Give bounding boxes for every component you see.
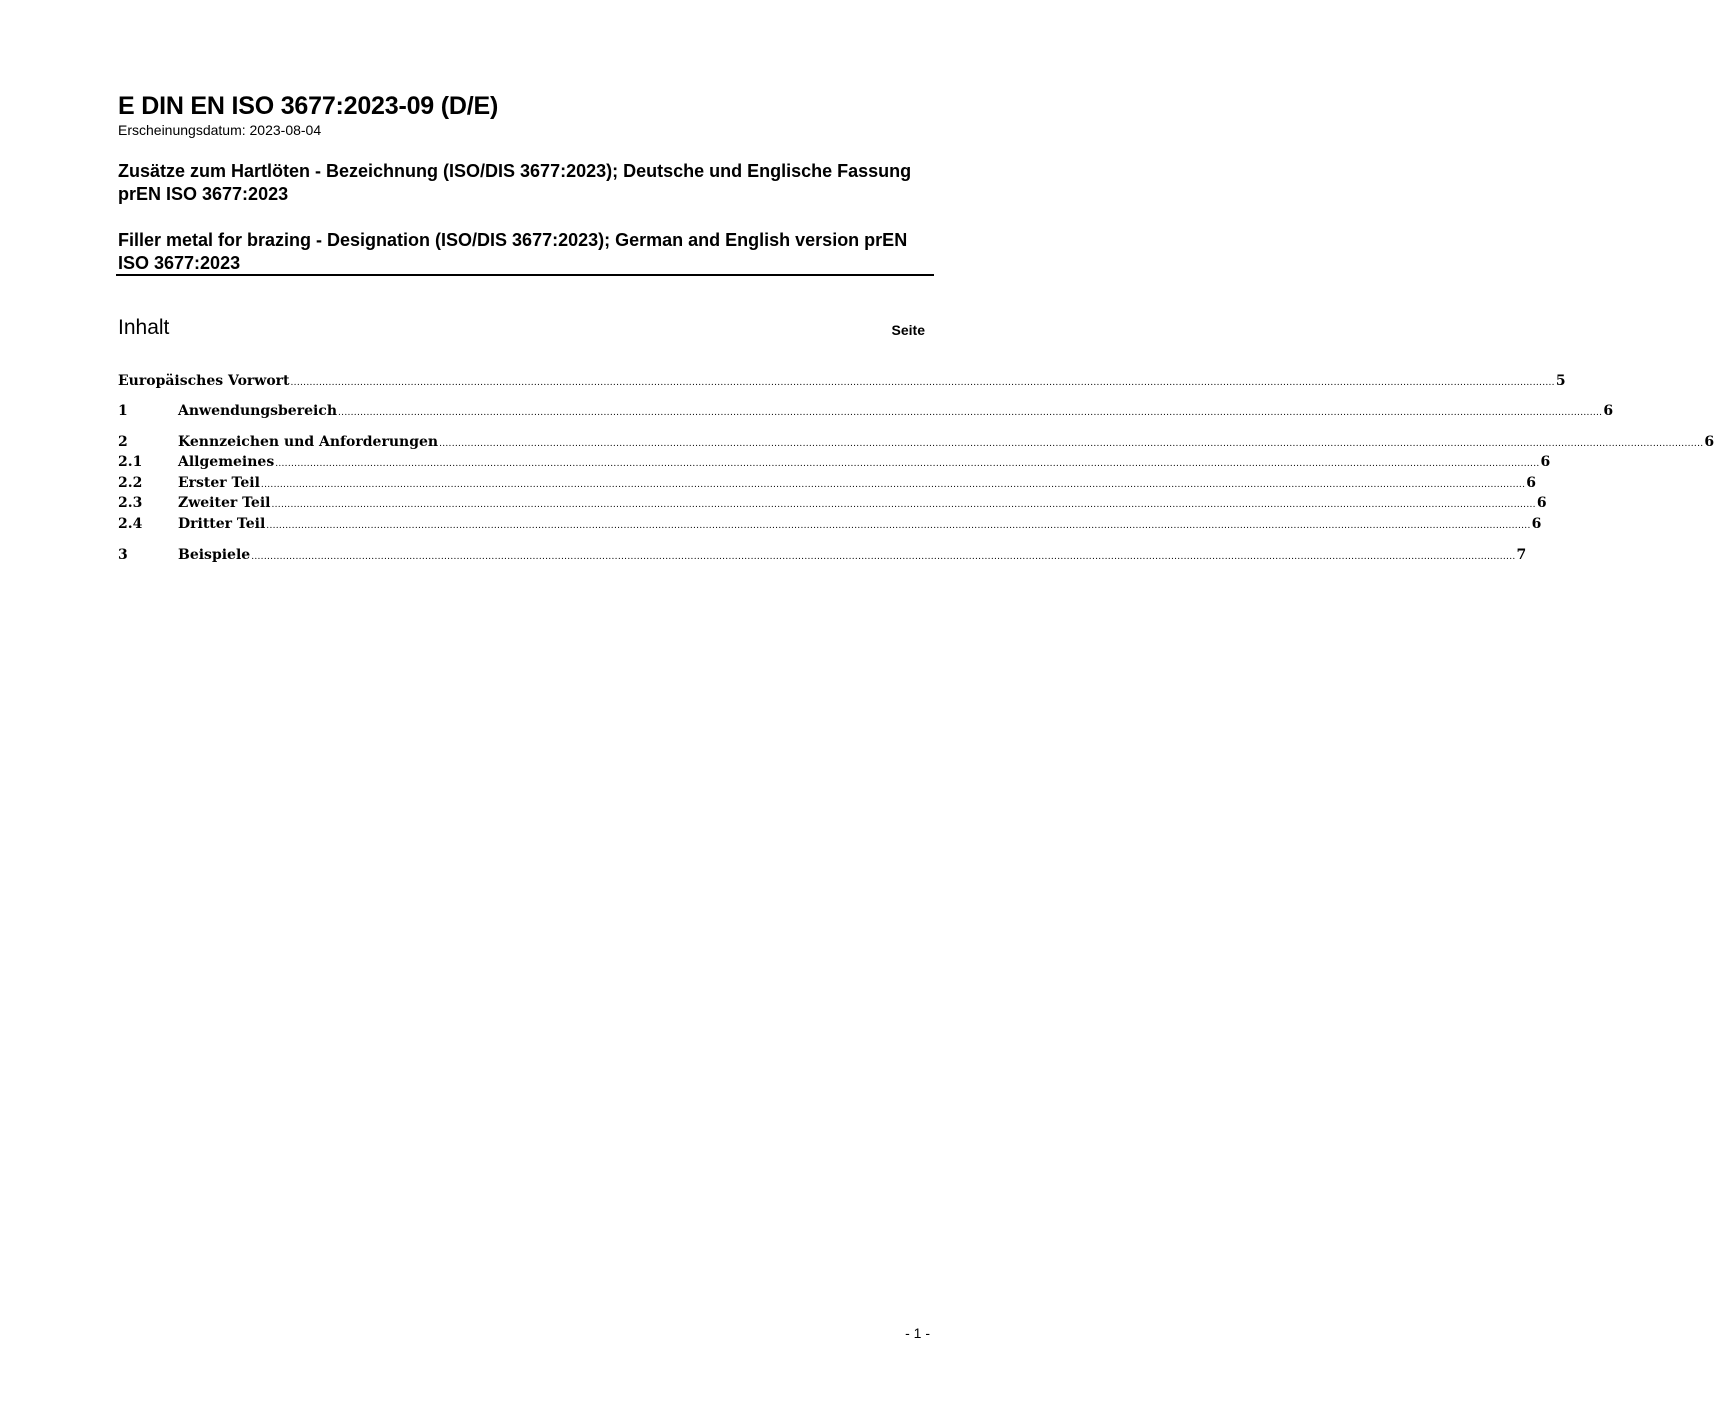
toc-entry-number: 2.3 — [118, 495, 143, 511]
toc-entry-page: 6 — [1540, 454, 1551, 470]
toc-entry-title: Kennzeichen und Anforderungen — [178, 434, 439, 450]
toc-entry-title: Allgemeines — [178, 454, 275, 470]
toc-entry[interactable] — [118, 402, 1614, 422]
toc-entry-number: 1 — [118, 403, 128, 419]
toc-entry[interactable] — [118, 515, 1542, 535]
toc-leader-dots: ................................................................................................................................................................................................................................................................................................................................................................................................................ — [251, 552, 1516, 562]
toc-entry[interactable] — [118, 433, 1714, 453]
title-english: Filler metal for brazing - Designation (ISO/DIS 3677:2023); German and English version prEN ISO 3677:2023 — [118, 230, 908, 273]
toc-entry-title: Erster Teil — [178, 475, 260, 491]
toc-page-column-label: Seite — [891, 322, 925, 338]
toc-entry-title: Zweiter Teil — [178, 495, 271, 511]
toc-entry[interactable] — [118, 453, 1551, 473]
toc-entry-number: 2.2 — [118, 475, 143, 491]
toc-entry-number: 3 — [118, 547, 128, 563]
toc-entry-page: 6 — [1704, 434, 1714, 450]
page-number: - 1 - — [905, 1325, 930, 1341]
toc-entry[interactable] — [118, 546, 1527, 566]
toc-entry-page: 6 — [1526, 475, 1537, 491]
toc-entry-page: 6 — [1531, 516, 1542, 532]
header-divider — [116, 274, 934, 276]
toc-entry-page: 6 — [1536, 495, 1547, 511]
toc-entry[interactable] — [118, 494, 1547, 514]
toc-entry-number: 2 — [118, 434, 128, 450]
toc-leader-dots: ................................................................................................................................................................................................................................................................................................................................................................................................................ — [266, 521, 1531, 531]
toc-entry-title: Dritter Teil — [178, 516, 266, 532]
document-id: E DIN EN ISO 3677:2023-09 (D/E) — [118, 92, 499, 120]
toc-leader-dots: ................................................................................................................................................................................................................................................................................................................................................................................................................ — [290, 378, 1555, 388]
toc-entry-page: 7 — [1516, 547, 1527, 563]
toc-entry-number: 2.4 — [118, 516, 143, 532]
toc-leader-dots: ................................................................................................................................................................................................................................................................................................................................................................................................................ — [439, 439, 1704, 449]
toc-heading: Inhalt — [118, 316, 170, 339]
toc-entry-title: Anwendungsbereich — [178, 403, 337, 419]
toc-entry-page: 6 — [1603, 403, 1614, 419]
toc-entry-title: Beispiele — [178, 547, 251, 563]
toc-entry[interactable] — [118, 372, 1566, 392]
toc-entry[interactable] — [118, 474, 1537, 494]
toc-entry-page: 5 — [1555, 373, 1566, 389]
toc-entry-title: Europäisches Vorwort — [118, 373, 290, 389]
toc-leader-dots: ................................................................................................................................................................................................................................................................................................................................................................................................................ — [275, 459, 1540, 469]
toc-leader-dots: ................................................................................................................................................................................................................................................................................................................................................................................................................ — [260, 480, 1526, 490]
toc-leader-dots: ................................................................................................................................................................................................................................................................................................................................................................................................................ — [271, 500, 1536, 510]
publication-date: Erscheinungsdatum: 2023-08-04 — [118, 122, 322, 138]
toc-entry-number: 2.1 — [118, 454, 143, 470]
toc-leader-dots: ................................................................................................................................................................................................................................................................................................................................................................................................................ — [338, 408, 1603, 418]
title-german: Zusätze zum Hartlöten - Bezeichnung (ISO/DIS 3677:2023); Deutsche und Englische Fassung prEN ISO 3677:2023 — [118, 161, 912, 204]
